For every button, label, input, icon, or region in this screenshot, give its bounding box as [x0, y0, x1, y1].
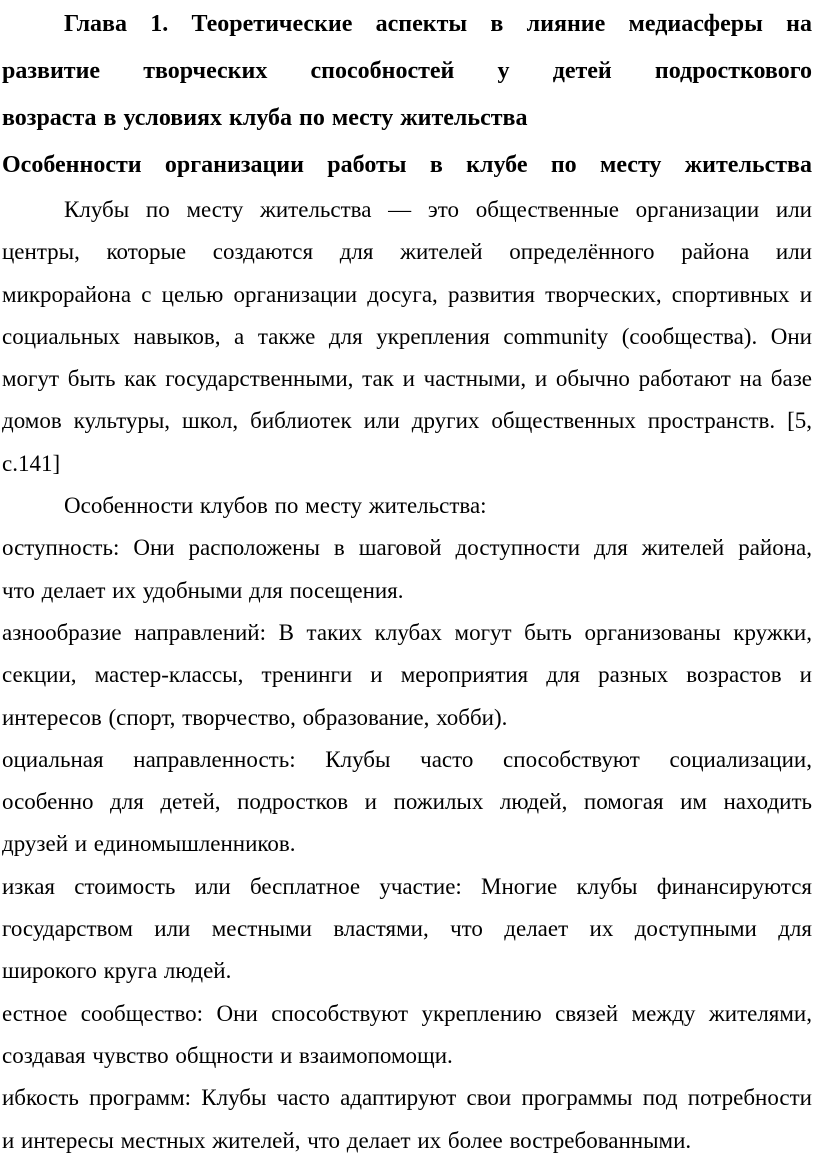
feature-community [2, 993, 812, 1078]
text-line: особенно для детей, подростков и пожилых людей, помогая им находить [2, 789, 812, 815]
feature-flexibility [2, 1077, 812, 1162]
feature-variety [2, 612, 812, 739]
text-line: государством или местными властями, что делает их доступными для [2, 916, 812, 942]
text-line: естное сообщество: Они способствуют укреплению связей между жителями, [2, 1000, 812, 1026]
text-line: Клубы по месту жительства — это общественные организации или [64, 197, 812, 222]
text-line: центры, которые создаются для жителей определённого района или [2, 239, 812, 265]
text-line: друзей и единомышленников. [2, 831, 296, 857]
text-line: Особенности организации работы в клубе по месту жительства [2, 152, 812, 178]
text-line: с.141] [2, 450, 61, 476]
text-line: социальных навыков, а также для укрепления community (сообщества). Они [2, 323, 812, 349]
text-line: Глава 1. Теоретические аспекты в лияние медиасферы на [64, 11, 812, 37]
text-line: развитие творческих способностей у детей подросткового [2, 58, 812, 84]
text-line: интересов (спорт, творчество, образование, хобби). [2, 704, 508, 730]
text-line: создавая чувство общности и взаимопомощи. [2, 1042, 453, 1068]
feature-low-cost [2, 866, 812, 993]
text-line: оциальная направленность: Клубы часто способствуют социализации, [2, 746, 812, 772]
text-line: и интересы местных жителей, что делает их более востребованными. [2, 1127, 692, 1153]
text-line: секции, мастер-классы, тренинги и мероприятия для разных возрастов и [2, 662, 812, 688]
text-line: азнообразие направлений: В таких клубах могут быть организованы кружки, [2, 619, 812, 645]
text-line: изкая стоимость или бесплатное участие: Многие клубы финансируются [2, 873, 812, 899]
feature-social [2, 739, 812, 866]
text-line: домов культуры, школ, библиотек или других общественных пространств. [5, [2, 408, 812, 434]
text-line: широкого круга людей. [2, 958, 232, 984]
text-line: могут быть как государственными, так и частными, и обычно работают на базе [2, 366, 812, 392]
text-line: возраста в условиях клуба по месту жительства [2, 105, 528, 131]
text-line: микрорайона с целью организации досуга, развития творческих, спортивных и [2, 281, 812, 307]
feature-accessibility [2, 527, 812, 612]
text-line: ибкость программ: Клубы часто адаптируют свои программы под потребности [2, 1085, 812, 1111]
list-intro-paragraph [2, 485, 812, 527]
section-heading [2, 142, 812, 189]
text-line: оступность: Они расположены в шаговой доступности для жителей района, [2, 535, 812, 561]
intro-paragraph [2, 189, 812, 485]
text-line: что делает их удобными для посещения. [2, 577, 404, 603]
chapter-heading [2, 1, 812, 142]
text-line: Особенности клубов по месту жительства: [64, 493, 487, 519]
